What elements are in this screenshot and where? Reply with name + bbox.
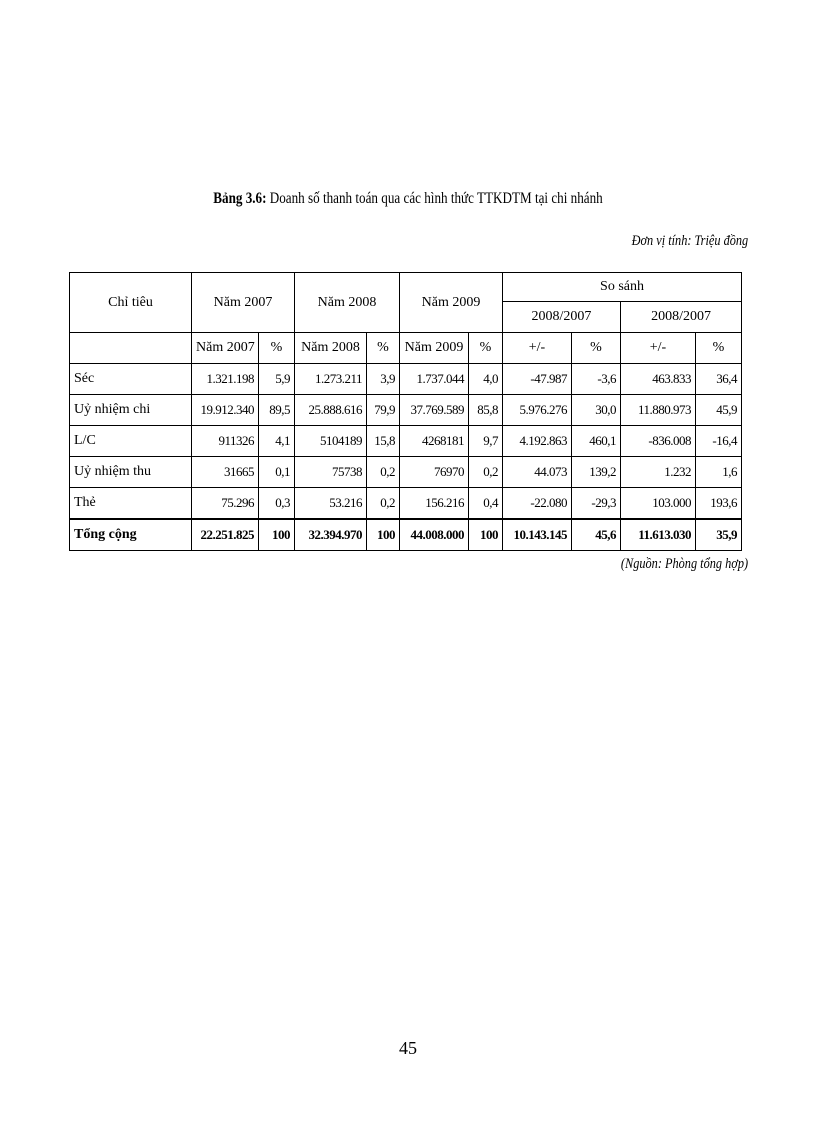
value-cell: 9,7 [469, 426, 503, 457]
value-cell: 45,9 [696, 395, 742, 426]
table-body [70, 364, 742, 551]
value-cell: 0,4 [469, 488, 503, 520]
value-cell: 31665 [192, 457, 259, 488]
value-cell: 75738 [295, 457, 367, 488]
subheader-cell: % [469, 333, 503, 364]
header-row-1 [70, 273, 742, 302]
header-year-2008: Năm 2008 [295, 273, 400, 333]
value-cell: 5,9 [259, 364, 295, 395]
page-number: 45 [399, 1038, 417, 1058]
subheader-cell: Năm 2007 [192, 333, 259, 364]
value-cell: -16,4 [696, 426, 742, 457]
payment-table [69, 272, 742, 551]
value-cell: 1.321.198 [192, 364, 259, 395]
row-label-cell: Uỷ nhiệm thu [70, 457, 192, 488]
value-cell: 1,6 [696, 457, 742, 488]
value-cell: 100 [259, 519, 295, 551]
caption-label: Bảng 3.6: [213, 190, 267, 207]
value-cell: 156.216 [400, 488, 469, 520]
value-cell: 139,2 [572, 457, 621, 488]
value-cell: 193,6 [696, 488, 742, 520]
total-row [70, 519, 742, 551]
header-cmp-1: 2008/2007 [503, 302, 621, 333]
value-cell: 3,9 [367, 364, 400, 395]
value-cell: 11.880.973 [621, 395, 696, 426]
header-comparison: So sánh [503, 273, 742, 302]
value-cell: 1.273.211 [295, 364, 367, 395]
value-cell: 79,9 [367, 395, 400, 426]
subheader-cell: % [696, 333, 742, 364]
header-blank [70, 333, 192, 364]
value-cell: 103.000 [621, 488, 696, 520]
header-year-2009: Năm 2009 [400, 273, 503, 333]
header-indicator: Chỉ tiêu [70, 273, 192, 333]
value-cell: 11.613.030 [621, 519, 696, 551]
subheader-cell: Năm 2009 [400, 333, 469, 364]
value-cell: 4268181 [400, 426, 469, 457]
table-row [70, 364, 742, 395]
value-cell: 22.251.825 [192, 519, 259, 551]
value-cell: 4,0 [469, 364, 503, 395]
value-cell: 37.769.589 [400, 395, 469, 426]
value-cell: 463.833 [621, 364, 696, 395]
subheader-cell: +/- [503, 333, 572, 364]
value-cell: 1.737.044 [400, 364, 469, 395]
subheader-cell: % [259, 333, 295, 364]
source-note: (Nguồn: Phòng tổng hợp) [620, 556, 748, 572]
value-cell: 100 [367, 519, 400, 551]
value-cell: 89,5 [259, 395, 295, 426]
row-label-cell: L/C [70, 426, 192, 457]
value-cell: 76970 [400, 457, 469, 488]
header-cmp-2: 2008/2007 [621, 302, 742, 333]
value-cell: 460,1 [572, 426, 621, 457]
caption-text: Doanh số thanh toán qua các hình thức TTKDTM tại chi nhánh [266, 190, 603, 207]
row-label-cell: Uỷ nhiệm chi [70, 395, 192, 426]
value-cell: 911326 [192, 426, 259, 457]
value-cell: 75.296 [192, 488, 259, 520]
subheader-cell: +/- [621, 333, 696, 364]
table-row [70, 395, 742, 426]
value-cell: 85,8 [469, 395, 503, 426]
value-cell: 45,6 [572, 519, 621, 551]
unit-note: Đơn vị tính: Triệu đồng [631, 233, 748, 249]
value-cell: 4,1 [259, 426, 295, 457]
value-cell: 0,3 [259, 488, 295, 520]
value-cell: 100 [469, 519, 503, 551]
value-cell: 0,2 [367, 488, 400, 520]
value-cell: -29,3 [572, 488, 621, 520]
value-cell: 0,1 [259, 457, 295, 488]
value-cell: -836.008 [621, 426, 696, 457]
value-cell: -3,6 [572, 364, 621, 395]
value-cell: 5104189 [295, 426, 367, 457]
header-row-3 [70, 333, 742, 364]
row-label-cell: Thẻ [70, 488, 192, 520]
table-caption [73, 190, 742, 208]
value-cell: 44.008.000 [400, 519, 469, 551]
value-cell: 0,2 [367, 457, 400, 488]
table-row [70, 457, 742, 488]
value-cell: 4.192.863 [503, 426, 572, 457]
value-cell: 5.976.276 [503, 395, 572, 426]
value-cell: -22.080 [503, 488, 572, 520]
value-cell: 15,8 [367, 426, 400, 457]
value-cell: 19.912.340 [192, 395, 259, 426]
table-row [70, 488, 742, 520]
table-row [70, 426, 742, 457]
value-cell: 36,4 [696, 364, 742, 395]
subheader-cell: % [572, 333, 621, 364]
value-cell: 25.888.616 [295, 395, 367, 426]
header-year-2007: Năm 2007 [192, 273, 295, 333]
subheader-cell: % [367, 333, 400, 364]
subheader-cell: Năm 2008 [295, 333, 367, 364]
value-cell: 1.232 [621, 457, 696, 488]
value-cell: 10.143.145 [503, 519, 572, 551]
value-cell: 44.073 [503, 457, 572, 488]
value-cell: 53.216 [295, 488, 367, 520]
value-cell: 0,2 [469, 457, 503, 488]
value-cell: -47.987 [503, 364, 572, 395]
row-label-cell: Tổng cộng [70, 519, 192, 551]
row-label-cell: Séc [70, 364, 192, 395]
value-cell: 30,0 [572, 395, 621, 426]
value-cell: 32.394.970 [295, 519, 367, 551]
value-cell: 35,9 [696, 519, 742, 551]
